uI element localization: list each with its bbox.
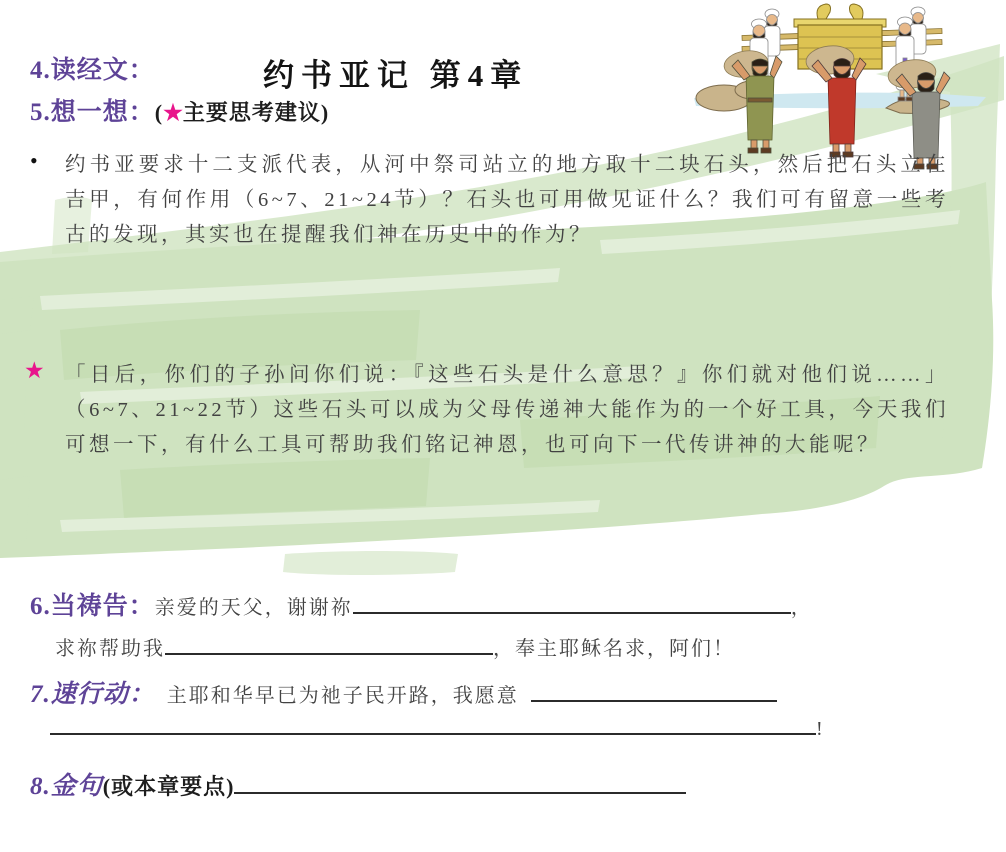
golden-verse-blank bbox=[234, 789, 686, 794]
section-7-action-line2 bbox=[50, 718, 825, 741]
star-question-paragraph: 「日后，你们的子孙问你们说：『这些石头是什么意思？』你们就对他们说……」（6~7、21~22节）这些石头可以成为父母传递神大能作为的一个好工具，今天我们可想一下，有什么工具可帮助我们铭记神恩，也可向下一代传讲神的大能呢？ bbox=[65, 364, 949, 456]
section-7-action-line1 bbox=[30, 674, 777, 710]
golden-sublabel: (或本章要点) bbox=[102, 774, 235, 799]
prayer-blank-1 bbox=[353, 609, 791, 614]
prayer-line1-text: 亲爱的天父，谢谢祢 bbox=[154, 597, 353, 619]
section-5-think bbox=[30, 92, 329, 128]
chapter-title: 约书亚记 第4章 bbox=[263, 58, 529, 93]
action-blank-1 bbox=[531, 697, 777, 702]
think-hint-paren: ( bbox=[154, 100, 164, 125]
prayer-line1-comma: ， bbox=[790, 597, 813, 619]
action-line1-text: 主耶和华早已为祂子民开路，我愿意 bbox=[166, 685, 519, 707]
think-hint-text: 主要思考建议) bbox=[182, 100, 330, 125]
star-icon: ★ bbox=[163, 100, 183, 125]
bullet-icon: • bbox=[30, 148, 38, 173]
section-8-golden-label: 8.金句 bbox=[30, 773, 103, 800]
prayer-line2-text: 求祢帮助我 bbox=[55, 638, 165, 660]
bullet-question-paragraph: 约书亚要求十二支派代表，从河中祭司站立的地方取十二块石头，然后把石头立在吉甲，有何作用（6~7、21~24节）？石头也可用做见证什么？我们可有留意一些考古的发现，其实也在提醒我们神在历史中的作为？ bbox=[65, 154, 949, 246]
section-4-read-label: 4.读经文： bbox=[30, 57, 155, 84]
section-6-prayer-label: 6.当祷告： bbox=[30, 593, 155, 620]
section-7-action-label: 7.速行动： bbox=[30, 681, 155, 708]
section-6-prayer-line1 bbox=[30, 586, 813, 622]
section-6-prayer-line2 bbox=[55, 632, 735, 661]
prayer-line2-closing: ，奉主耶稣名求，阿们！ bbox=[493, 638, 735, 660]
section-5-think-label: 5.想一想： bbox=[30, 99, 155, 126]
section-8-golden-verse bbox=[30, 766, 686, 802]
star-marker-icon: ★ bbox=[24, 358, 45, 383]
action-blank-2 bbox=[50, 730, 816, 735]
prayer-blank-2 bbox=[165, 650, 493, 655]
action-line2-exclaim: ! bbox=[816, 718, 825, 740]
